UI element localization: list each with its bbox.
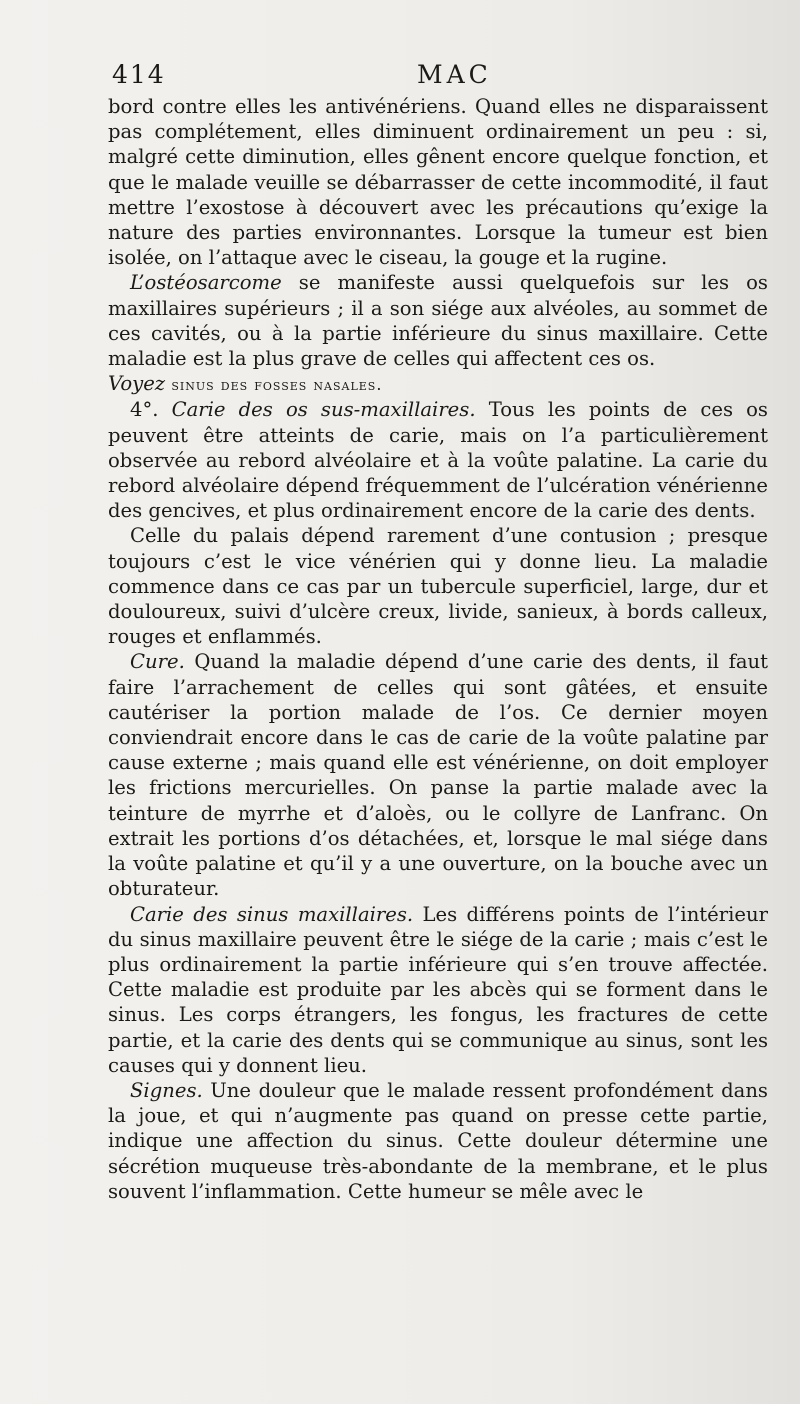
paragraph-carie-os	[108, 397, 768, 523]
cross-reference	[108, 371, 768, 397]
paragraph-text: Quand la maladie dépend d’une carie des dents, il faut faire l’arrachement de celles qui sont gâtées, et ensuite cautériser la portion malade de l’os. Ce dernier moyen conviendrait encore dans le cas de carie de la voûte palatine par cause externe ; mais quand elle est vénérienne, on doit employer les frictions mercurielles. On panse la partie malade avec la teinture de myrrhe et d’aloès, ou le collyre de Lanfranc. On extrait les portions d’os détachées, et, lorsque le mal siége dans la voûte palatine et qu’il y a une ouverture, on la bouche avec un obturateur.	[108, 650, 768, 901]
voyez-label: Voyez	[108, 372, 166, 396]
italic-lead: L’ostéosarcome	[130, 271, 282, 295]
italic-lead: Cure.	[130, 650, 185, 674]
paragraph-text: Une douleur que le malade ressent profondément dans la joue, et qui n’augmente pas quand on presse cette partie, indique une affection du sinus. Cette douleur détermine une sécrétion muqueuse très-abondante de la membrane, et le plus souvent l’inflammation. Cette humeur se mêle avec le	[108, 1078, 768, 1203]
paragraph-text: Celle du palais dépend rarement d’une contusion ; presque toujours c’est le vice vénérien qui y donne lieu. La maladie commence dans ce cas par un tubercule superficiel, large, dur et douloureux, suivi d’ulcère creux, livide, sanieux, à bords calleux, rouges et enflammés.	[108, 524, 768, 649]
italic-lead: Signes.	[130, 1078, 203, 1102]
page-header	[112, 60, 762, 96]
paragraph-text: bord contre elles les antivénériens. Quand elles ne disparaissent pas complétement, elles diminuent ordinairement un peu : si, malgré cette diminution, elles gênent encore quelque fonction, et que le malade veuille se débarrasser de cette incommodité, il faut mettre l’exostose à découvert avec les précautions qu’exige la nature des parties environnantes. Lorsque la tumeur est bien isolée, on l’attaque avec le ciseau, la gouge et la rugine.	[108, 95, 768, 270]
paragraph-text: Les différens points de l’intérieur du sinus maxillaire peuvent être le siége de la carie ; mais c’est le plus ordinairement la partie inférieure qui s’en trouve affectée. Cette maladie est produite par les abcès qui se forment dans le sinus. Les corps étrangers, les fongus, les fractures de cette partie, et la carie des dents qui se communique au sinus, sont les causes qui y donnent lieu.	[108, 902, 768, 1077]
paragraph-signes	[108, 1078, 768, 1204]
paragraph-palais	[108, 523, 768, 649]
paragraph-cure	[108, 649, 768, 901]
cross-reference-target: sinus des fosses nasales.	[171, 375, 383, 395]
paragraph-text: Tous les points de ces os peuvent être atteints de carie, mais on l’a particulièrement observée au rebord alvéolaire et à la voûte palatine. La carie du rebord alvéolaire dépend fréquemment de l’ulcération vénérienne des gencives, et plus ordinairement encore de la carie des dents.	[108, 398, 768, 523]
paragraph-exostose-continued	[108, 94, 768, 270]
paragraph-carie-sinus	[108, 902, 768, 1078]
paragraph-osteosarcome	[108, 270, 768, 371]
paragraph-text: se manifeste aussi quelquefois sur les os maxillaires supérieurs ; il a son siége aux alvéoles, au sommet de ces cavités, ou à la partie inférieure du sinus maxillaire. Cette maladie est la plus grave de celles qui affectent ces os.	[108, 271, 768, 371]
running-head: MAC	[417, 60, 492, 89]
section-number: 4°.	[130, 398, 172, 422]
page-number: 414	[112, 60, 166, 89]
italic-lead: Carie des os sus-maxillaires.	[171, 398, 476, 422]
italic-lead: Carie des sinus maxillaires.	[130, 902, 414, 926]
body-text	[108, 94, 768, 1204]
